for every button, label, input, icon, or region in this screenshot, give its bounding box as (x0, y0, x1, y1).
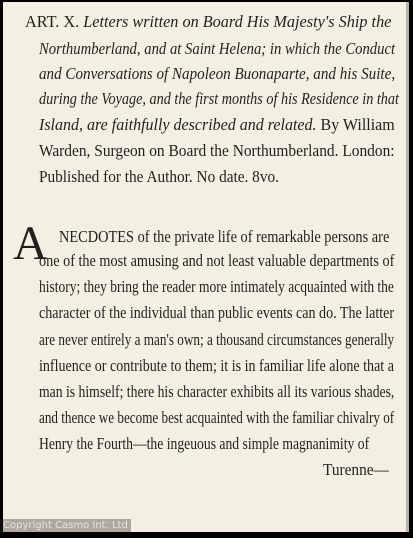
roman-text: ART. X. (25, 12, 80, 31)
roman-text: Warden, Surgeon on Board the Northumberland. London: (39, 141, 395, 160)
body-line: one of the most amusing and not least valuable departments of (39, 251, 395, 270)
heading-line (39, 143, 395, 160)
body-line: man is himself; there his character exhibits all its various shades, (39, 382, 395, 401)
roman-text: Published for the Author. No date. 8vo. (39, 167, 279, 186)
body-line: and thence we become best acquainted with the familiar chivalry of (39, 408, 395, 427)
copyright-watermark: Copyright Casmo Int. Ltd (0, 519, 131, 532)
heading-line (39, 66, 395, 83)
heading-line (39, 91, 399, 108)
drop-cap: A (13, 217, 48, 270)
page-scan (3, 2, 409, 532)
body-line: character of the individual than public events can do. The latter (39, 303, 395, 322)
body-line: are never entirely a man's own; a thousand circumstances generally (39, 330, 395, 349)
body-line: Turenne— (323, 460, 389, 479)
body-line: NECDOTES of the private life of remarkable persons are (59, 227, 390, 246)
roman-text: By William (316, 115, 395, 134)
italic-text: Northumberland, and at Saint Helena; in which the Conduct (39, 39, 396, 58)
heading-line (25, 14, 391, 31)
italic-text: during the Voyage, and the first months of his Residence in that (39, 89, 399, 108)
body-line: influence or contribute to them; it is in familiar life alone that a (39, 356, 394, 375)
body-line: Henry the Fourth—the ingeuous and simple magnanimity of (39, 434, 370, 453)
italic-text: Island, are faithfully described and related. (39, 115, 317, 134)
heading-line (39, 117, 395, 134)
body-line: history; they bring the reader more intimately acquainted with the (39, 277, 394, 296)
italic-text: Letters written on Board His Majesty's Ship the (79, 12, 392, 31)
heading-line (39, 41, 395, 58)
heading-line (39, 169, 279, 186)
italic-text: and Conversations of Napoleon Buonaparte, and his Suite, (39, 64, 396, 83)
